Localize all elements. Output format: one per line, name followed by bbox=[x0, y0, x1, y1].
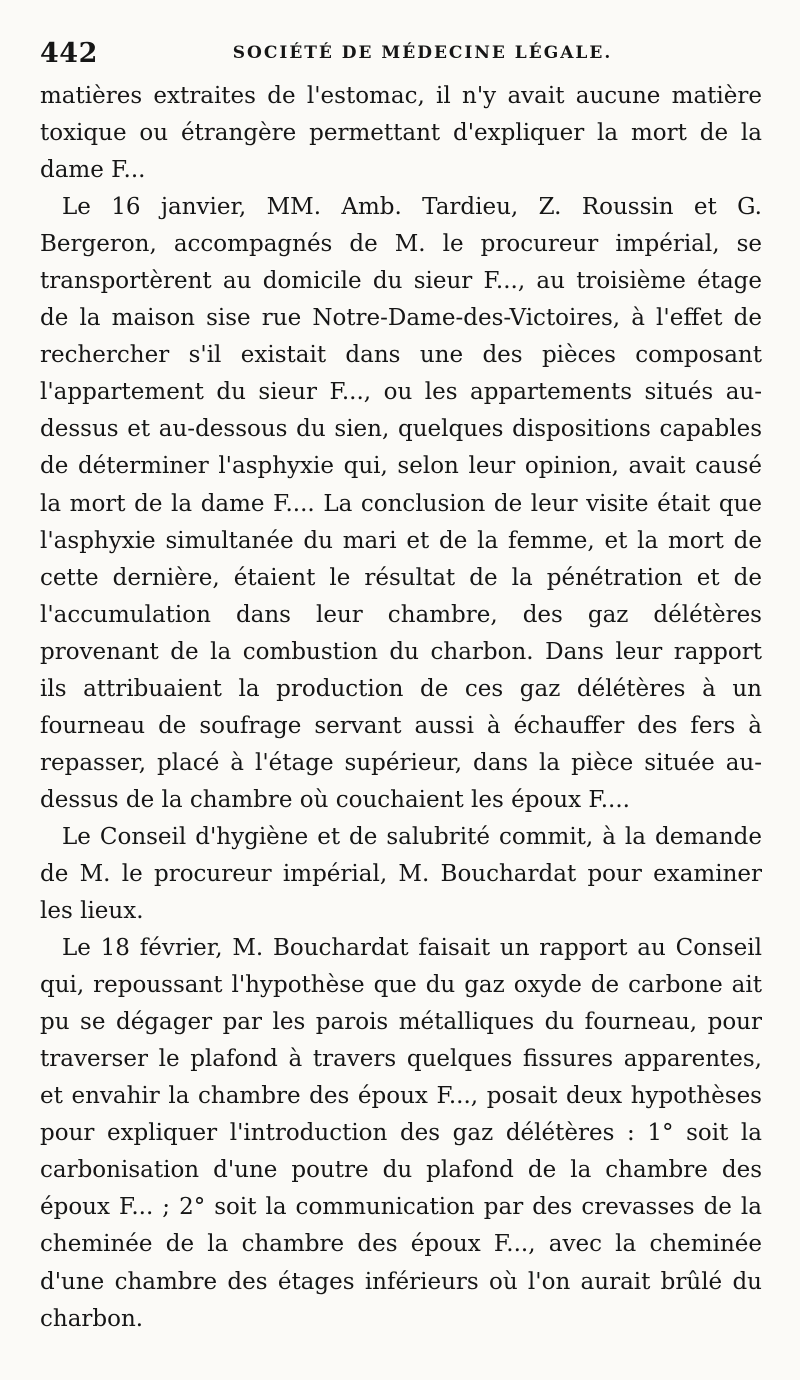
page-body bbox=[40, 78, 762, 1338]
paragraph-council-commission: Le Conseil d'hygiène et de salubrité commit, à la demande de M. le procureur impérial, M. Bouchardat pour examiner les lieux. bbox=[40, 823, 762, 925]
page-number: 442 bbox=[40, 38, 98, 69]
paragraph-site-visit: Le 16 janvier, MM. Amb. Tardieu, Z. Roussin et G. Bergeron, accompagnés de M. le procureur impérial, se transportèrent au domicile du sieur F..., au troisième étage de la maison sise rue Notre-Dame-des-Victoires, à l'effet de rechercher s'il existait dans une des pièces composant l'appartement du sieur F..., ou les appartements situés au-dessus et au-dessous du sien, quelques dispositions capables de déterminer l'asphyxie qui, selon leur opinion, avait causé la mort de la dame F.... La conclusion de leur visite était que l'asphyxie simultanée du mari et de la femme, et la mort de cette dernière, étaient le résultat de la pénétration et de l'accumulation dans leur chambre, des gaz délétères provenant de la combustion du charbon. Dans leur rapport ils attribuaient la production de ces gaz délétères à un fourneau de soufrage servant aussi à échauffer des fers à repasser, placé à l'étage supérieur, dans la pièce située au-dessus de la chambre où couchaient les époux F.... bbox=[40, 194, 762, 813]
running-head: SOCIÉTÉ DE MÉDECINE LÉGALE. bbox=[232, 43, 613, 63]
paragraph-bouchardat-report: Le 18 février, M. Bouchardat faisait un rapport au Conseil qui, repoussant l'hypothèse que du gaz oxyde de carbone ait pu se dégager par les parois métalliques du fourneau, pour traverser le plafond à travers quelques fissures apparentes, et envahir la chambre des époux F..., posait deux hypothèses pour expliquer l'introduction des gaz délétères : 1° soit la carbonisation d'une poutre du plafond de la chambre des époux F... ; 2° soit la communication par des crevasses de la cheminée de la chambre des époux F..., avec la cheminée d'une chambre des étages inférieurs où l'on aurait brûlé du charbon. bbox=[40, 935, 762, 1332]
page-header bbox=[40, 38, 760, 74]
paragraph-continuation: matières extraites de l'estomac, il n'y avait aucune matière toxique ou étrangère permettant d'expliquer la mort de la dame F... bbox=[40, 83, 762, 184]
